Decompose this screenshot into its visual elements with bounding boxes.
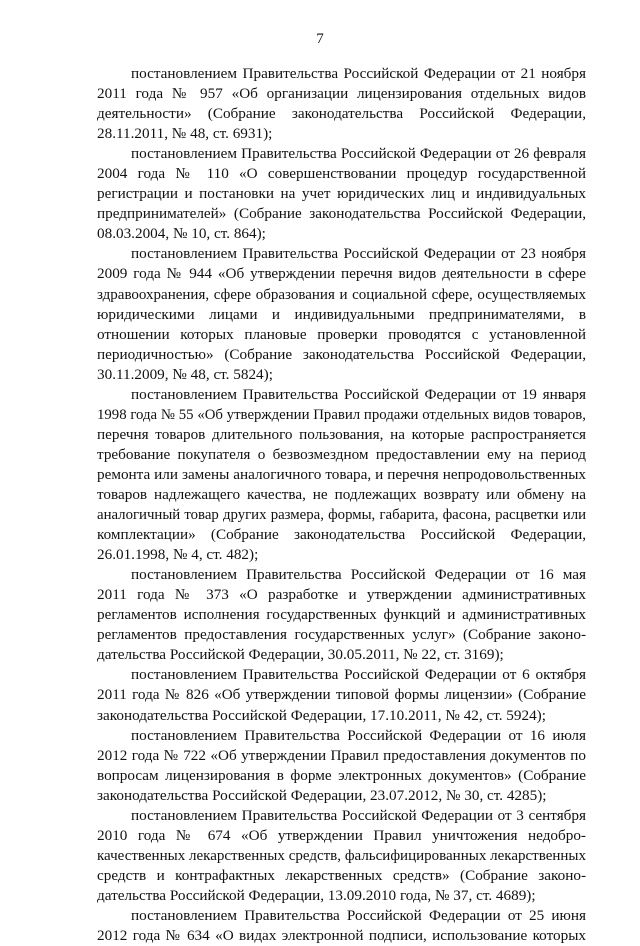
text-line: регламентов исполнения государственных функций и административных [97,606,586,624]
text-line: постановлением Правительства Российской Федерации от 26 февраля [131,145,586,163]
document-body [97,64,586,946]
text-line: 30.11.2009, № 48, ст. 5824); [97,365,273,383]
text-line: 2009 года № 944 «Об утверждении перечня видов деятельности в сфере [97,265,586,283]
text-line: регистрации и постановки на учет юридических лиц и индивидуальных [97,185,586,203]
regulation-paragraph [97,64,586,144]
text-line: законодательства Российской Федерации, 23.07.2012, № 30, ст. 4285); [97,786,547,804]
text-line: постановлением Правительства Российской Федерации от 21 ноября [131,65,586,82]
text-line: дательства Российской Федерации, 13.09.2010 года, № 37, ст. 4689); [97,886,536,904]
regulation-paragraph [97,565,586,665]
text-line: перечня товаров длительного пользования, на которые распространяется [97,425,586,443]
text-line: 2012 года № 634 «О видах электронной подписи, использование которых [97,927,586,945]
text-line: регламентов предоставления государственных услуг» (Собрание законо- [97,626,586,644]
text-line: аналогичный товар других размера, формы, габарита, фасона, расцветки или [97,507,586,524]
regulation-paragraph [97,385,586,565]
text-line: постановлением Правительства Российской Федерации от 6 октября [131,666,586,684]
text-line: постановлением Правительства Российской Федерации от 16 мая [131,566,586,584]
regulation-paragraph [97,806,586,906]
regulation-paragraph [97,726,586,806]
text-line: постановлением Правительства Российской Федерации от 19 января [131,385,586,403]
text-line: отношении которых плановые проверки проводятся с установленной [97,325,586,343]
page-number: 7 [316,31,324,47]
text-line: юридическими лицами и индивидуальными предпринимателями, в [97,305,586,323]
regulation-paragraph [97,144,586,244]
text-line: 2011 года № 826 «Об утверждении типовой формы лицензии» (Собрание [97,686,586,704]
text-line: постановлением Правительства Российской Федерации от 3 сентября [131,806,586,824]
regulation-paragraph [97,665,586,725]
text-line: средств и контрафактных лекарственных средств» (Собрание законо- [97,866,586,884]
text-line: 2010 года № 674 «Об утверждении Правил уничтожения недобро- [97,826,586,844]
text-line: ремонта или замены аналогичного товара, и перечня непродовольственных [97,465,586,483]
text-line: дательства Российской Федерации, 30.05.2011, № 22, ст. 3169); [97,646,504,664]
text-line: деятельности» (Собрание законодательства Российской Федерации, [97,105,586,123]
text-line: 28.11.2011, № 48, ст. 6931); [97,125,273,143]
text-line: периодичностью» (Собрание законодательства Российской Федерации, [97,345,586,363]
text-line: законодательства Российской Федерации, 17.10.2011, № 42, ст. 5924); [97,706,546,724]
text-line: 2012 года № 722 «Об утверждении Правил предоставления документов по [97,746,586,764]
text-line: качественных лекарственных средств, фальсифицированных лекарственных [97,847,586,864]
text-line: 2011 года № 373 «О разработке и утверждении административных [97,586,586,604]
text-line: требование покупателя о безвозмездном предоставлении ему на период [97,445,586,463]
text-line: 26.01.1998, № 4, ст. 482); [97,546,259,564]
regulation-paragraph [97,244,586,384]
text-line: постановлением Правительства Российской Федерации от 16 июля [131,726,586,744]
text-line: 1998 года № 55 «Об утверждении Правил продажи отдельных видов товаров, [97,406,586,423]
text-line: вопросам лицензирования в форме электронных документов» (Собрание [97,766,586,784]
text-line: товаров надлежащего качества, не подлежащих возврату или обмену на [97,485,586,503]
text-line: постановлением Правительства Российской Федерации от 25 июня [131,906,586,924]
text-line: постановлением Правительства Российской Федерации от 23 ноября [131,245,586,263]
regulation-paragraph [97,906,586,946]
text-line: предпринимателей» (Собрание законодательства Российской Федерации, [97,205,586,223]
text-line: здравоохранения, сфере образования и социальной сфере, осуществляемых [97,286,586,303]
text-line: 2004 года № 110 «О совершенствовании процедур государственной [97,165,586,183]
text-line: 2011 года № 957 «Об организации лицензирования отдельных видов [97,85,586,103]
text-line: комплектации» (Собрание законодательства Российской Федерации, [97,526,586,544]
text-line: 08.03.2004, № 10, ст. 864); [97,225,266,243]
